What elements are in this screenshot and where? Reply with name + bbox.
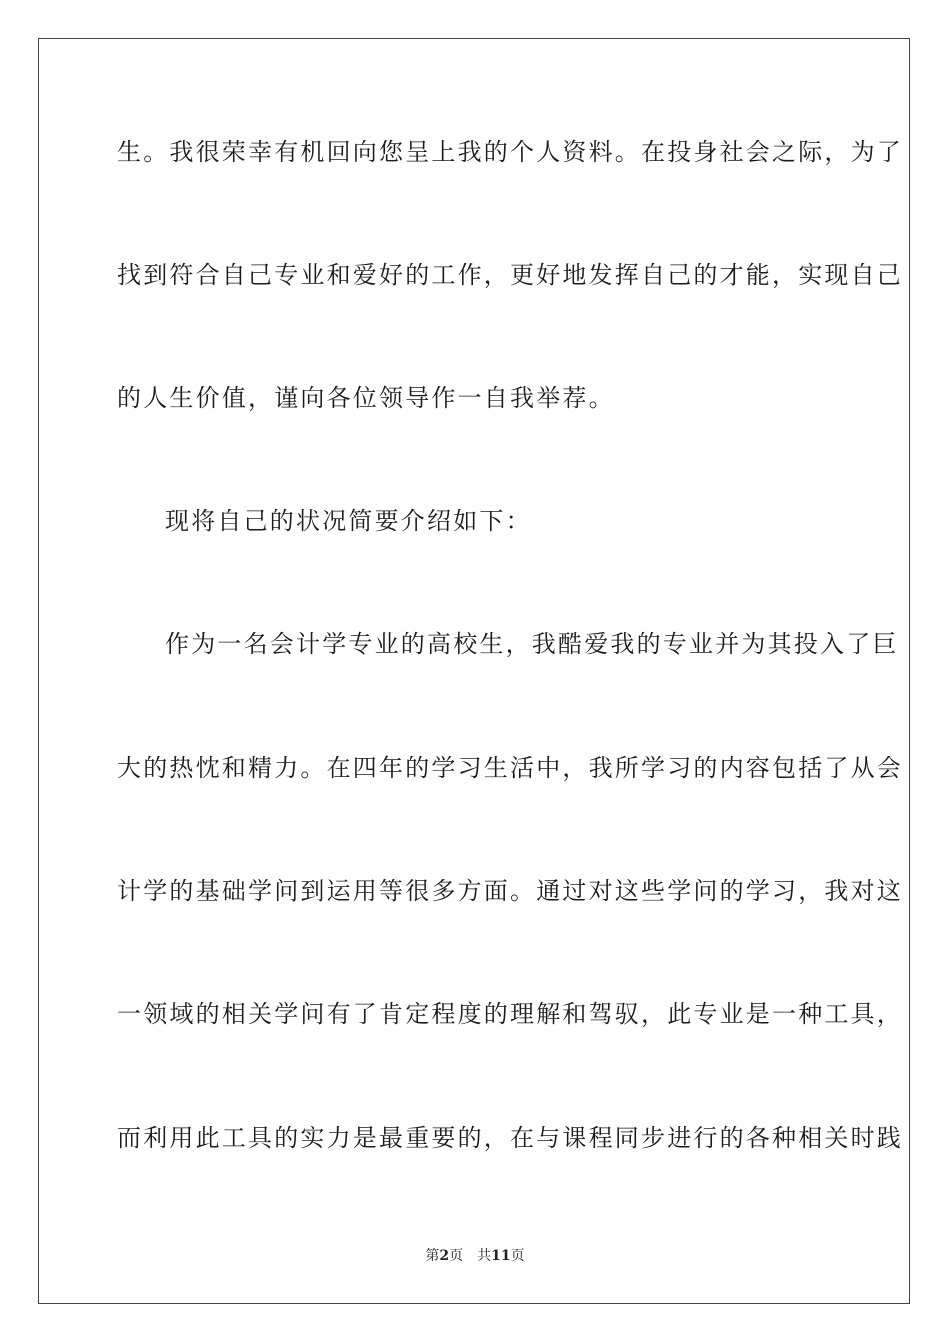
text-line-6: 大的热忱和精力。在四年的学习生活中，我所学习的内容包括了从会: [117, 754, 903, 782]
total-suffix: 页: [510, 1248, 525, 1264]
total-pages: 11: [491, 1248, 511, 1264]
page-number: 2: [439, 1248, 450, 1264]
text-line-9: 而利用此工具的实力是最重要的，在与课程同步进行的各种相关时践: [117, 1124, 903, 1152]
text-line-8: 一领域的相关学问有了肯定程度的理解和驾驭，此专业是一种工具，: [117, 1000, 903, 1028]
page-prefix: 第: [425, 1248, 440, 1264]
page-footer: [0, 1246, 950, 1266]
total-prefix: 共: [477, 1248, 492, 1264]
text-line-5: 作为一名会计学专业的高校生，我酷爱我的专业并为其投入了巨: [165, 630, 899, 658]
page-suffix: 页: [449, 1248, 464, 1264]
page-frame: [38, 38, 910, 1304]
text-line-4: 现将自己的状况简要介绍如下：: [165, 507, 532, 535]
text-line-1: 生。我很荣幸有机回向您呈上我的个人资料。在投身社会之际，为了: [117, 138, 903, 166]
text-line-2: 找到符合自己专业和爱好的工作，更好地发挥自己的才能，实现自己: [117, 261, 903, 289]
text-line-3: 的人生价值，谨向各位领导作一自我举荐。: [117, 384, 615, 412]
text-line-7: 计学的基础学问到运用等很多方面。通过对这些学问的学习，我对这: [117, 877, 903, 905]
